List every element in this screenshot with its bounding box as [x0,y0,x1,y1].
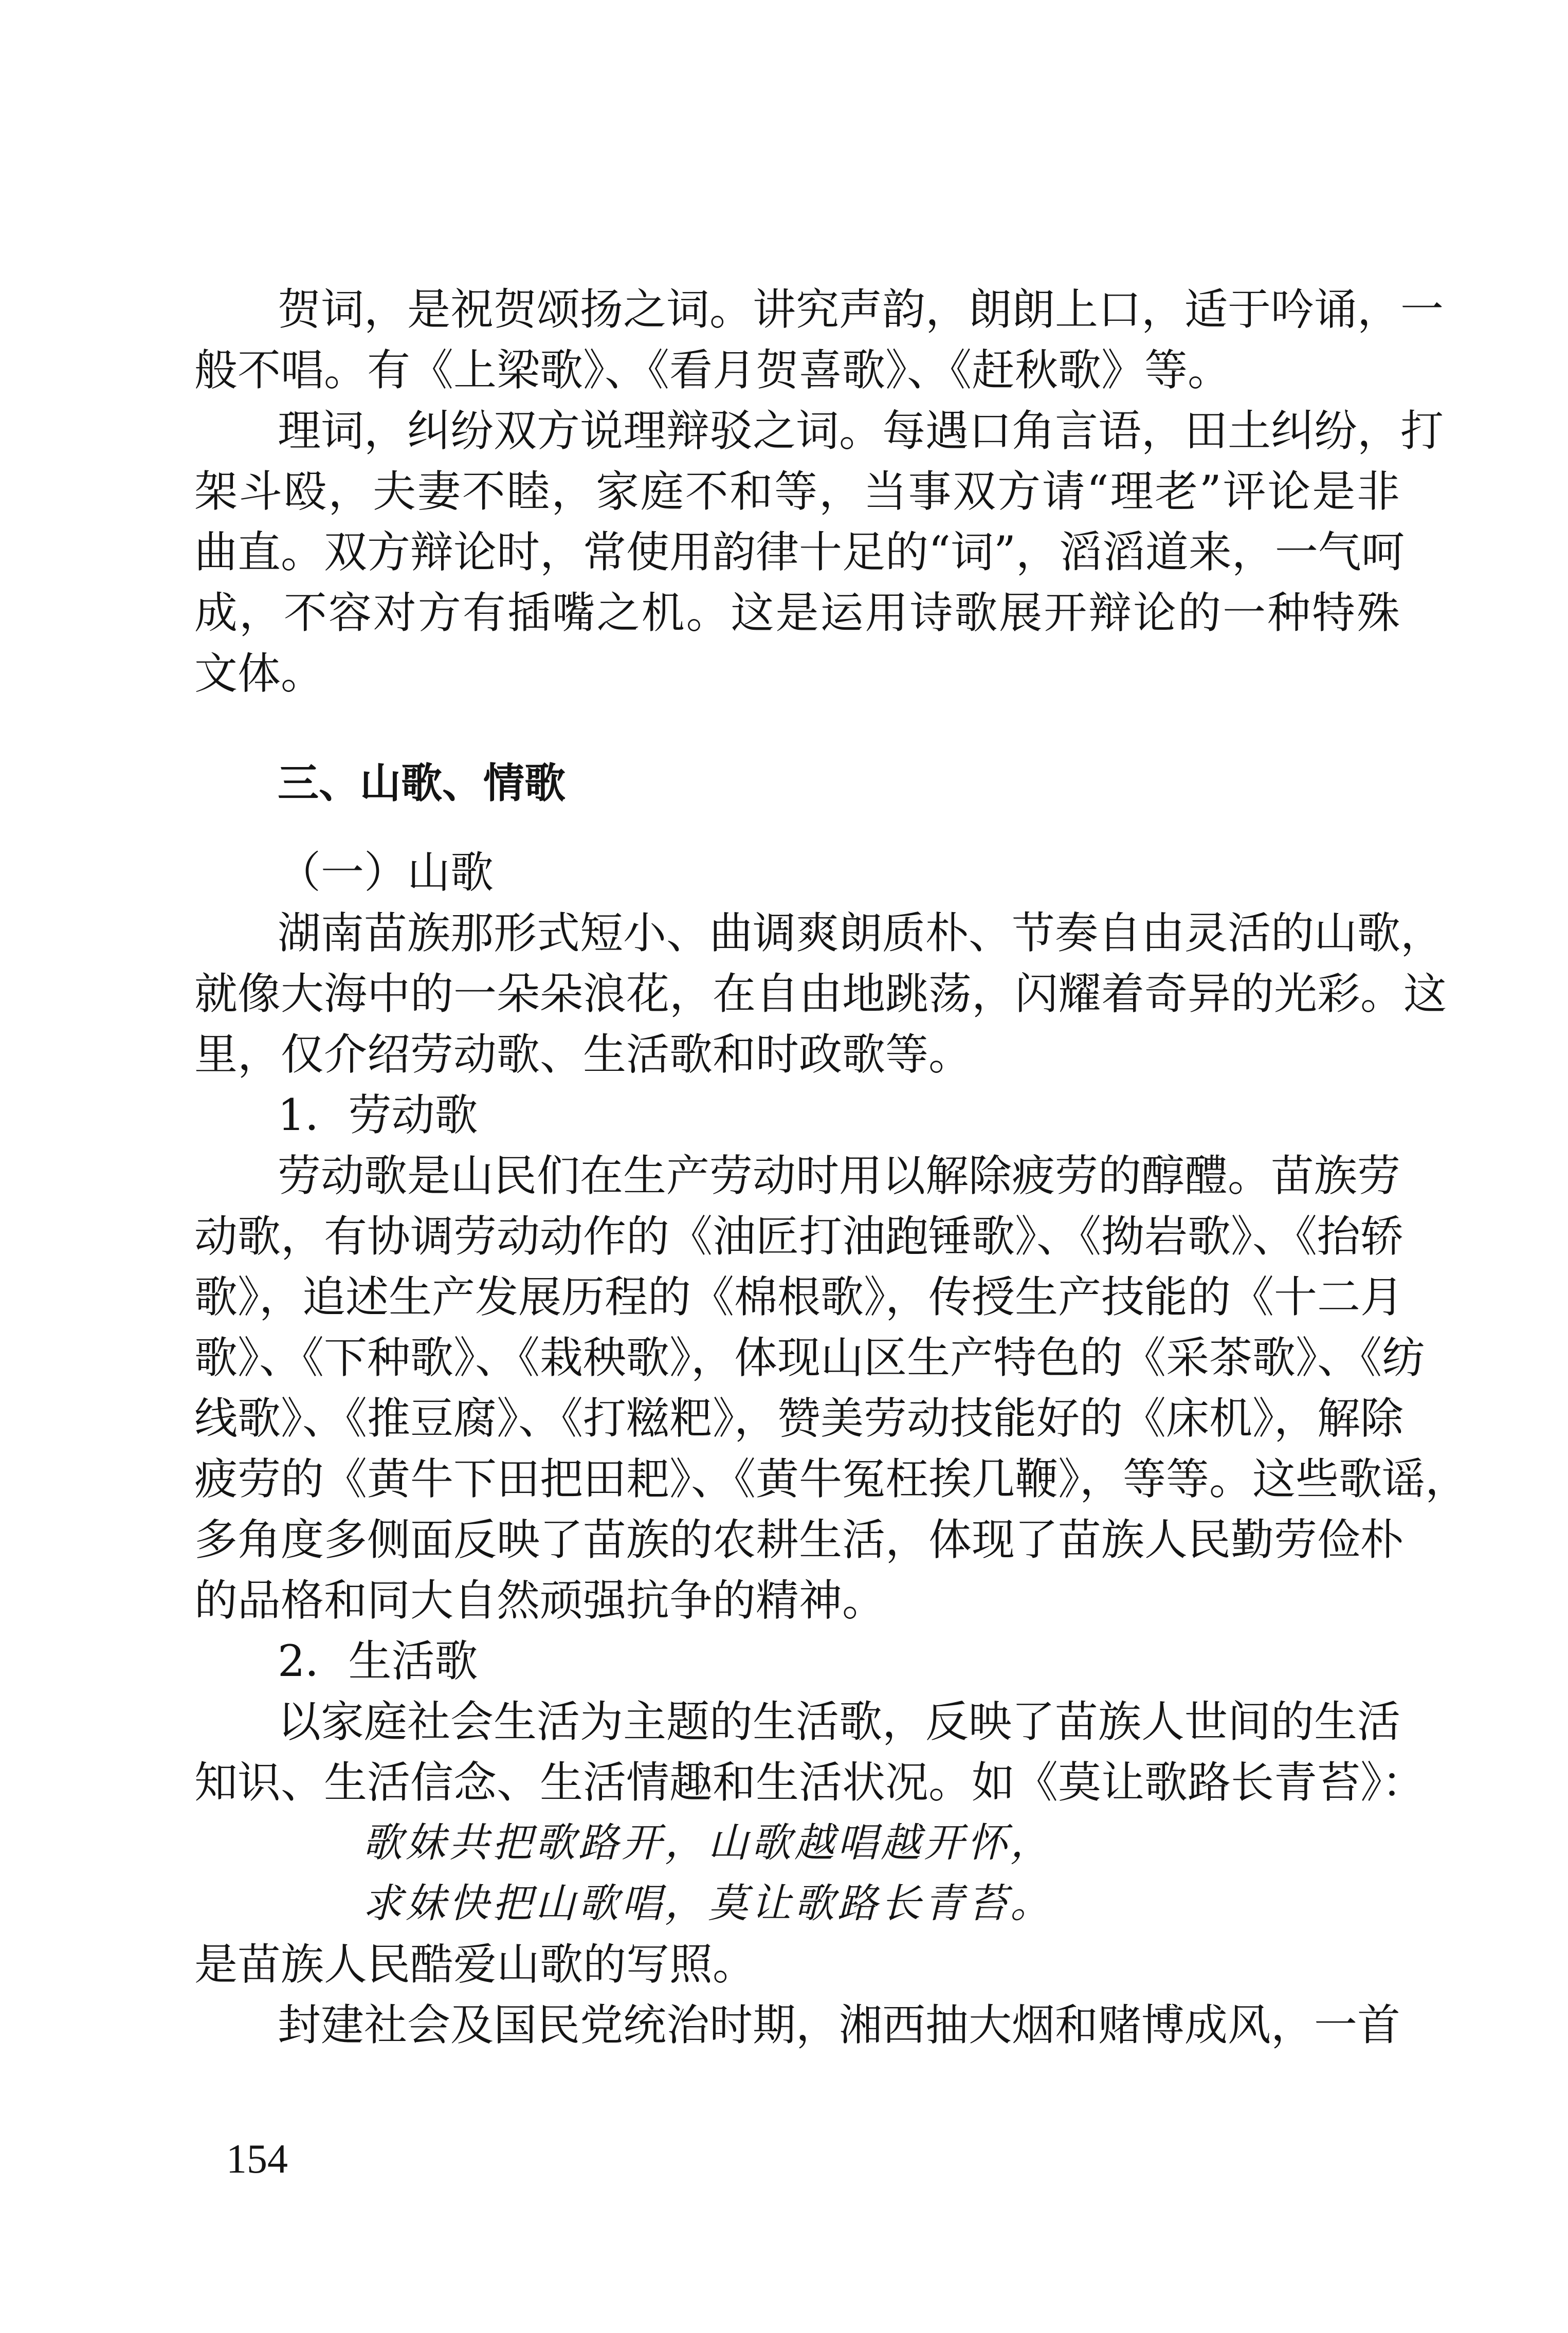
paragraph-line: 湖南苗族那形式短小、曲调爽朗质朴、节奏自由灵活的山歌， [278,908,1444,958]
paragraph-line: 多角度多侧面反映了苗族的农耕生活，体现了苗族人民勤劳俭朴 [194,1515,1404,1565]
subsection-heading: 2．生活歌 [278,1636,478,1686]
paragraph-line: 曲直。双方辩论时，常使用韵律十足的“词”，滔滔道来，一气呵 [194,527,1405,577]
page-number: 154 [226,2137,288,2182]
paragraph-line: 疲劳的《黄牛下田把田耙》、《黄牛冤枉挨几鞭》，等等。这些歌谣， [194,1454,1469,1504]
section-heading: 三、山歌、情歌 [278,759,566,807]
paragraph-line: 文体。 [194,648,324,699]
paragraph-line: 是苗族人民酷爱山歌的写照。 [194,1939,756,1990]
paragraph-line: 线歌》、《推豆腐》、《打糍粑》，赞美劳动技能好的《床机》，解除 [194,1393,1404,1444]
paragraph-line: 里，仅介绍劳动歌、生活歌和时政歌等。 [194,1029,972,1080]
paragraph-line: 成，不容对方有插嘴之机。这是运用诗歌展开辩论的一种特殊 [194,588,1400,638]
paragraph-line: 劳动歌是山民们在生产劳动时用以解除疲劳的醇醴。苗族劳 [278,1151,1401,1201]
paragraph-line: 封建社会及国民党统治时期，湘西抽大烟和赌博成风，一首 [278,2000,1401,2050]
paragraph-line: 的品格和同大自然顽强抗争的精神。 [194,1575,886,1626]
paragraph-line: 架斗殴，夫妻不睦，家庭不和等，当事双方请“理老”评论是非 [194,466,1400,517]
paragraph-line: 动歌，有协调劳动动作的《油匠打油跑锤歌》、《拗岩歌》、《抬轿 [194,1211,1404,1262]
paragraph-line: 以家庭社会生活为主题的生活歌，反映了苗族人世间的生活 [278,1697,1401,1747]
paragraph-line: 理词，纠纷双方说理辩驳之词。每遇口角言语，田土纠纷，打 [278,406,1444,456]
paragraph-line: 歌》，追述生产发展历程的《棉根歌》，传授生产技能的《十二月 [194,1272,1404,1322]
paragraph-line: 般不唱。有《上梁歌》、《看月贺喜歌》、《赶秋歌》等。 [194,345,1231,395]
verse-line: 求妹快把山歌唱，莫让歌路长青苔。 [362,1881,1054,1927]
subsection-heading: 1．劳动歌 [278,1090,478,1140]
subsection-heading: （一）山歌 [278,847,494,898]
verse-line: 歌妹共把歌路开，山歌越唱越开怀， [362,1820,1054,1866]
paragraph-line: 知识、生活信念、生活情趣和生活状况。如《莫让歌路长青苔》： [194,1757,1426,1808]
paragraph-line: 歌》、《下种歌》、《栽秧歌》，体现山区生产特色的《采茶歌》、《纺 [194,1333,1426,1383]
paragraph-line: 就像大海中的一朵朵浪花，在自由地跳荡，闪耀着奇异的光彩。这 [194,969,1447,1019]
paragraph-line: 贺词，是祝贺颂扬之词。讲究声韵，朗朗上口，适于吟诵，一 [278,284,1444,335]
